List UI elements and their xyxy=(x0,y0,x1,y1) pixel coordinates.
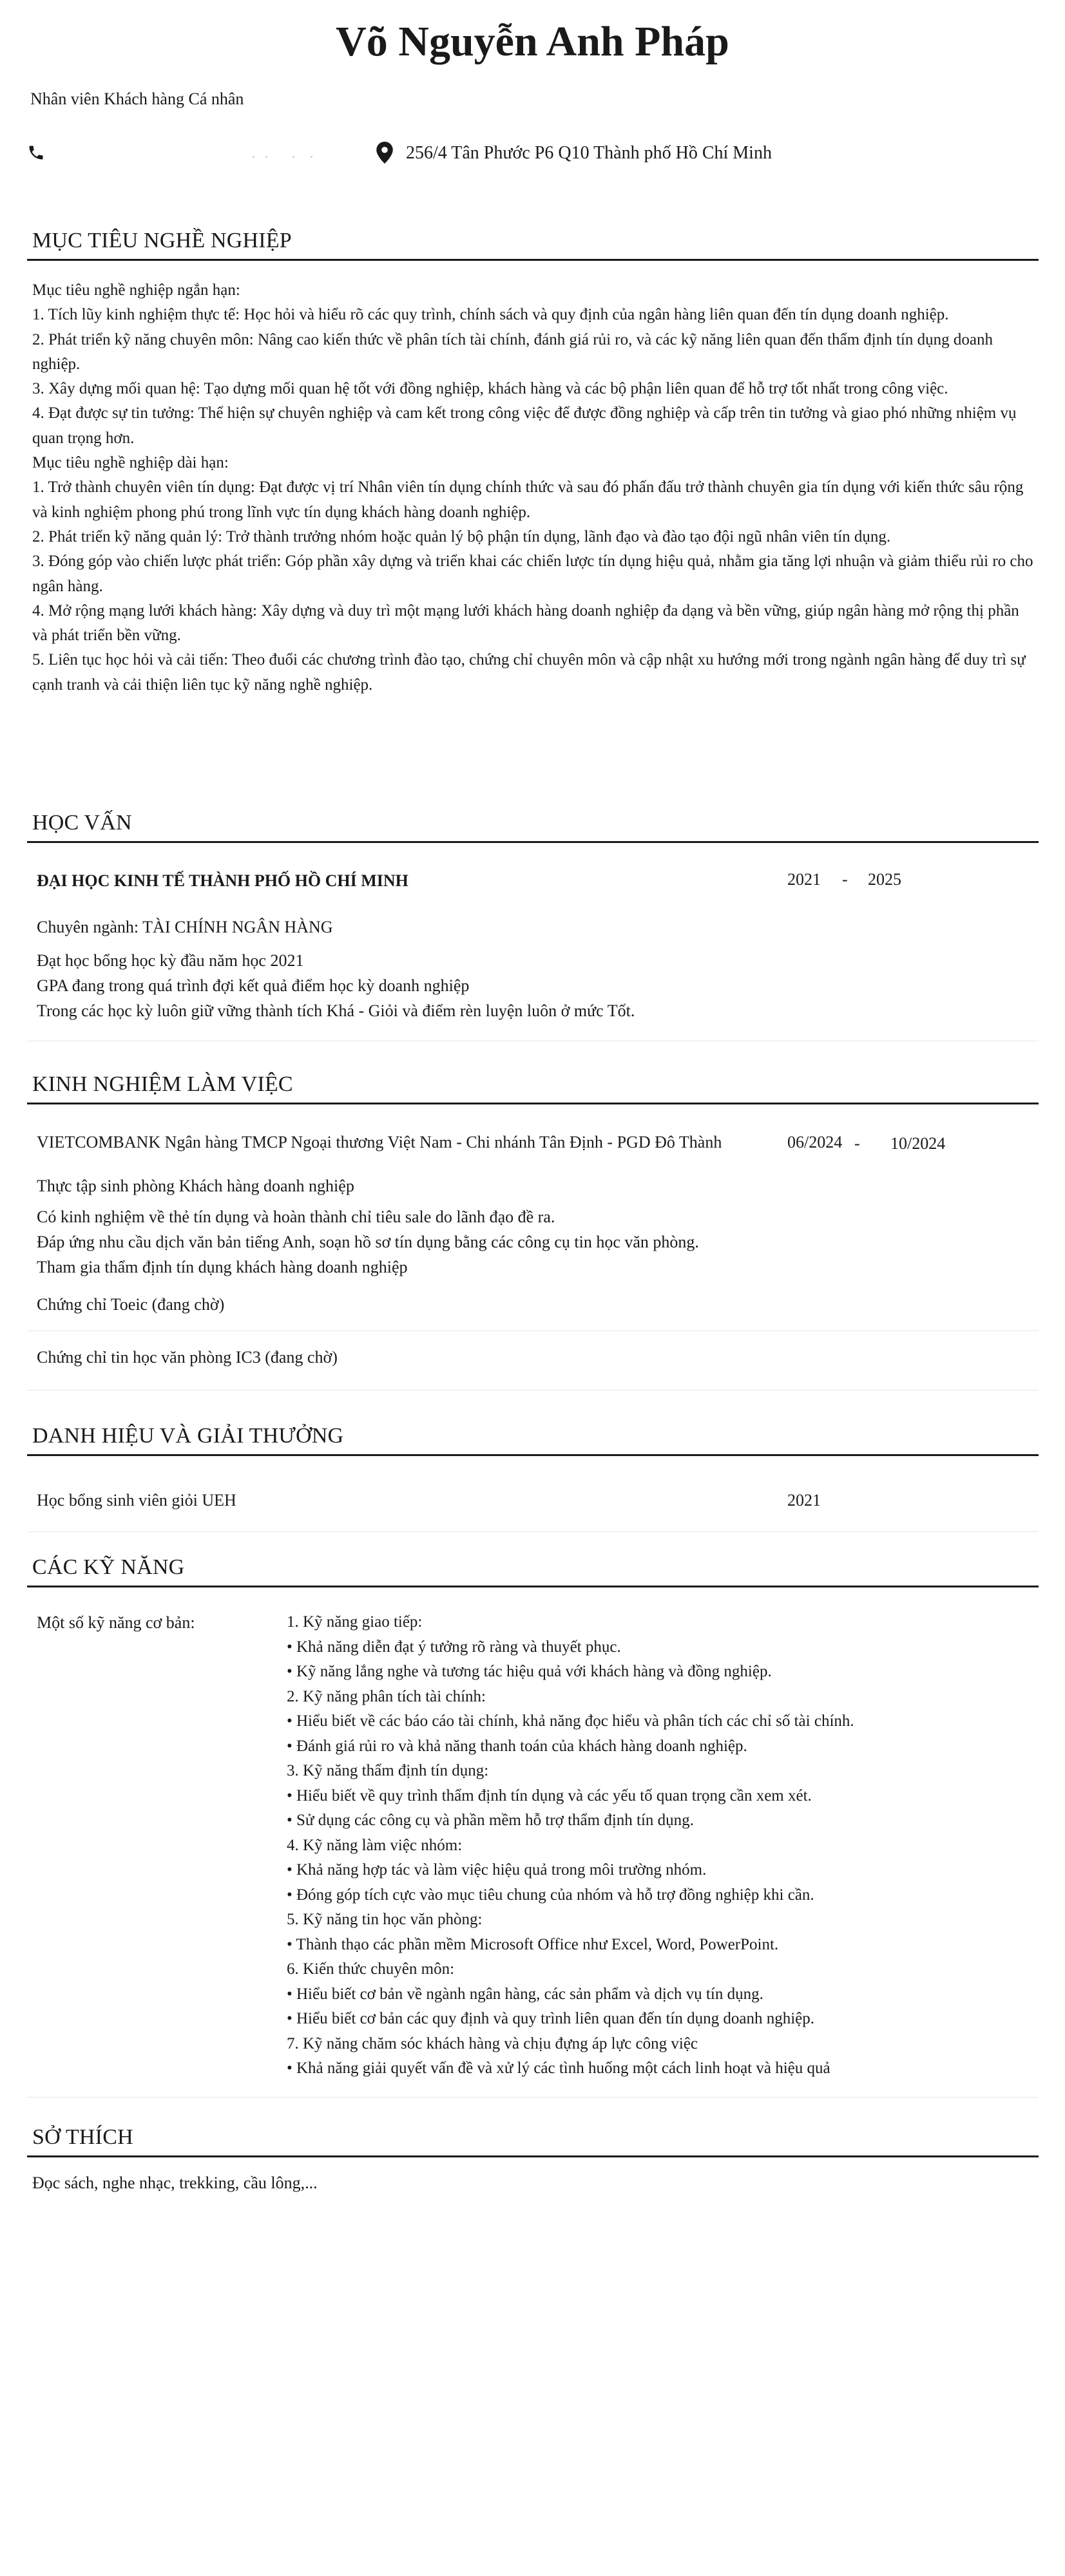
address-text: 256/4 Tân Phước P6 Q10 Thành phố Hồ Chí Minh xyxy=(406,143,772,163)
education-detail: GPA đang trong quá trình đợi kết quả điểm học kỳ doanh nghiệp xyxy=(37,976,470,995)
skill-line: • Khả năng diễn đạt ý tưởng rõ ràng và thuyết phục. xyxy=(287,1638,621,1656)
objective-line: 2. Phát triển kỹ năng quản lý: Trở thành trưởng nhóm hoặc quản lý bộ phận tín dụng, lãnh đạo và đào tạo đội ngũ nhân viên tín dụng. xyxy=(32,527,891,545)
experience-end-date: 10/2024 xyxy=(890,1134,946,1153)
skill-line: 3. Kỹ năng thẩm định tín dụng: xyxy=(287,1762,489,1779)
experience-start-date: 06/2024 xyxy=(787,1133,843,1151)
skill-line: • Hiểu biết về quy trình thẩm định tín dụng và các yếu tố quan trọng cần xem xét. xyxy=(287,1786,812,1804)
objective-text xyxy=(32,278,1034,697)
section-skills-header xyxy=(27,1552,1039,1587)
skill-line: 4. Kỹ năng làm việc nhóm: xyxy=(287,1836,463,1854)
certificate: Chứng chỉ tin học văn phòng IC3 (đang chờ) xyxy=(37,1348,338,1367)
objective-line: 1. Trở thành chuyên viên tín dụng: Đạt được vị trí Nhân viên tín dụng chính thức và sau đó phấn đấu trở thành chuyên gia tín dụng với kiến thức sâu rộng và kinh nghiệm phong phú trong lĩnh vực tín dụng khách hàng doanh nghiệp. xyxy=(32,478,1024,521)
education-detail: Đạt học bổng học kỳ đầu năm học 2021 xyxy=(37,951,304,970)
skills-label: Một số kỹ năng cơ bản: xyxy=(37,1613,195,1632)
experience-detail: Đáp ứng nhu cầu dịch văn bản tiếng Anh, soạn hồ sơ tín dụng bằng các công cụ tin học văn phòng. xyxy=(37,1233,699,1251)
skill-line: • Khả năng giải quyết vấn đề và xử lý các tình huống một cách linh hoạt và hiệu quả xyxy=(287,2060,830,2077)
phone-icon xyxy=(27,143,45,162)
divider xyxy=(27,1531,1039,1532)
section-hobbies-header xyxy=(27,2122,1039,2157)
job-role: Thực tập sinh phòng Khách hàng doanh nghiệp xyxy=(37,1177,354,1195)
date-separator: - xyxy=(854,1134,860,1153)
skills-list xyxy=(287,1610,1034,2081)
skill-line: • Đóng góp tích cực vào mục tiêu chung của nhóm và hỗ trợ đồng nghiệp khi cần. xyxy=(287,1886,814,1904)
skill-line: • Sử dụng các công cụ và phần mềm hỗ trợ thẩm định tín dụng. xyxy=(287,1812,694,1829)
skill-line: • Đánh giá rủi ro và khả năng thanh toán của khách hàng doanh nghiệp. xyxy=(287,1737,747,1755)
skill-line: • Hiểu biết cơ bản về ngành ngân hàng, các sản phẩm và dịch vụ tín dụng. xyxy=(287,1985,763,2003)
certificate: Chứng chỉ Toeic (đang chờ) xyxy=(37,1295,225,1314)
award-entry xyxy=(27,1481,1039,1533)
map-pin-icon xyxy=(376,142,393,164)
experience-entry xyxy=(27,1126,1039,1435)
section-education-header xyxy=(27,808,1039,843)
objective-line: 5. Liên tục học hỏi và cải tiến: Theo đuổi các chương trình đào tạo, chứng chỉ chuyên môn và cập nhật xu hướng mới trong ngành ngân hàng để duy trì sự cạnh tranh và cải thiện liên tục kỹ năng nghề nghiệp. xyxy=(32,651,1026,694)
objective-line: 2. Phát triển kỹ năng chuyên môn: Nâng cao kiến thức về phân tích tài chính, đánh giá rủi ro, và các kỹ năng liên quan đến thẩm định tín dụng doanh nghiệp. xyxy=(32,330,993,373)
section-experience-header xyxy=(27,1069,1039,1104)
education-entry xyxy=(27,863,1039,1043)
objective-line: 3. Xây dựng mối quan hệ: Tạo dựng mối quan hệ tốt với đồng nghiệp, khách hàng và các bộ phận liên quan để hỗ trợ tốt nhất trong công việc. xyxy=(32,380,948,398)
objective-line: 3. Đóng góp vào chiến lược phát triển: Góp phần xây dựng và triển khai các chiến lược tín dụng hiệu quả, nhằm gia tăng lợi nhuận và giảm thiểu rủi ro cho ngân hàng. xyxy=(32,553,1033,595)
skill-line: 5. Kỹ năng tin học văn phòng: xyxy=(287,1911,483,1928)
job-position: Nhân viên Khách hàng Cá nhân xyxy=(30,90,244,108)
objective-line: 4. Đạt được sự tin tưởng: Thể hiện sự chuyên nghiệp và cam kết trong công việc để được đồng nghiệp và cấp trên tin tưởng và giao phó những nhiệm vụ quan trọng hơn. xyxy=(32,404,1017,447)
company-name: VIETCOMBANK Ngân hàng TMCP Ngoại thương Việt Nam - Chi nhánh Tân Định - PGD Đô Thành xyxy=(37,1133,722,1151)
skill-line: • Hiểu biết cơ bản các quy định và quy trình liên quan đến tín dụng doanh nghiệp. xyxy=(287,2010,815,2027)
section-title: KINH NGHIỆM LÀM VIỆC xyxy=(32,1072,293,1096)
education-start-year: 2021 xyxy=(787,870,821,889)
section-title: HỌC VẤN xyxy=(32,811,132,835)
candidate-name: Võ Nguyễn Anh Pháp xyxy=(336,18,729,65)
section-title: CÁC KỸ NĂNG xyxy=(32,1555,185,1579)
experience-detail: Tham gia thẩm định tín dụng khách hàng doanh nghiệp xyxy=(37,1258,408,1276)
section-awards-header xyxy=(27,1421,1039,1456)
section-title: SỞ THÍCH xyxy=(32,2125,133,2149)
section-title: MỤC TIÊU NGHỀ NGHIỆP xyxy=(32,229,292,252)
objective-line: Mục tiêu nghề nghiệp dài hạn: xyxy=(32,454,229,472)
date-separator: - xyxy=(842,870,848,889)
skill-line: 2. Kỹ năng phân tích tài chính: xyxy=(287,1687,486,1705)
phone-number-redacted xyxy=(53,156,323,158)
experience-detail: Có kinh nghiệm về thẻ tín dụng và hoàn thành chỉ tiêu sale do lãnh đạo đề ra. xyxy=(37,1208,555,1226)
phone-contact xyxy=(27,140,311,166)
education-end-year: 2025 xyxy=(868,870,901,889)
award-year: 2021 xyxy=(787,1491,821,1510)
objective-line: Mục tiêu nghề nghiệp ngắn hạn: xyxy=(32,281,240,299)
skill-line: 6. Kiến thức chuyên môn: xyxy=(287,1960,455,1978)
skill-line: • Kỹ năng lắng nghe và tương tác hiệu quả với khách hàng và đồng nghiệp. xyxy=(287,1663,772,1680)
major: Chuyên ngành: TÀI CHÍNH NGÂN HÀNG xyxy=(37,918,333,936)
skill-line: 1. Kỹ năng giao tiếp: xyxy=(287,1613,423,1631)
award-title: Học bổng sinh viên giỏi UEH xyxy=(37,1491,236,1510)
hobbies-text: Đọc sách, nghe nhạc, trekking, cầu lông,... xyxy=(32,2174,318,2192)
section-objective-header xyxy=(27,225,1039,261)
skill-line: • Hiểu biết về các báo cáo tài chính, khả năng đọc hiểu và phân tích các chỉ số tài chính. xyxy=(287,1712,854,1730)
section-title: DANH HIỆU VÀ GIẢI THƯỞNG xyxy=(32,1424,344,1448)
school-name: ĐẠI HỌC KINH TẾ THÀNH PHỐ HỒ CHÍ MINH xyxy=(37,871,408,890)
objective-line: 4. Mở rộng mạng lưới khách hàng: Xây dựng và duy trì một mạng lưới khách hàng doanh nghiệp đa dạng và bền vững, giúp ngân hàng mở rộng thị phần và phát triển bền vững. xyxy=(32,601,1019,645)
skill-line: • Thành thạo các phần mềm Microsoft Office như Excel, Word, PowerPoint. xyxy=(287,1935,779,1953)
objective-line: 1. Tích lũy kinh nghiệm thực tế: Học hỏi và hiểu rõ các quy trình, chính sách và quy định của ngân hàng liên quan đến tín dụng doanh nghiệp. xyxy=(32,306,949,324)
skill-line: • Khả năng hợp tác và làm việc hiệu quả trong môi trường nhóm. xyxy=(287,1861,707,1879)
divider xyxy=(27,2097,1039,2098)
skill-line: 7. Kỹ năng chăm sóc khách hàng và chịu đựng áp lực công việc xyxy=(287,2034,698,2052)
education-detail: Trong các học kỳ luôn giữ vững thành tích Khá - Giỏi và điểm rèn luyện luôn ở mức Tốt. xyxy=(37,1001,635,1020)
